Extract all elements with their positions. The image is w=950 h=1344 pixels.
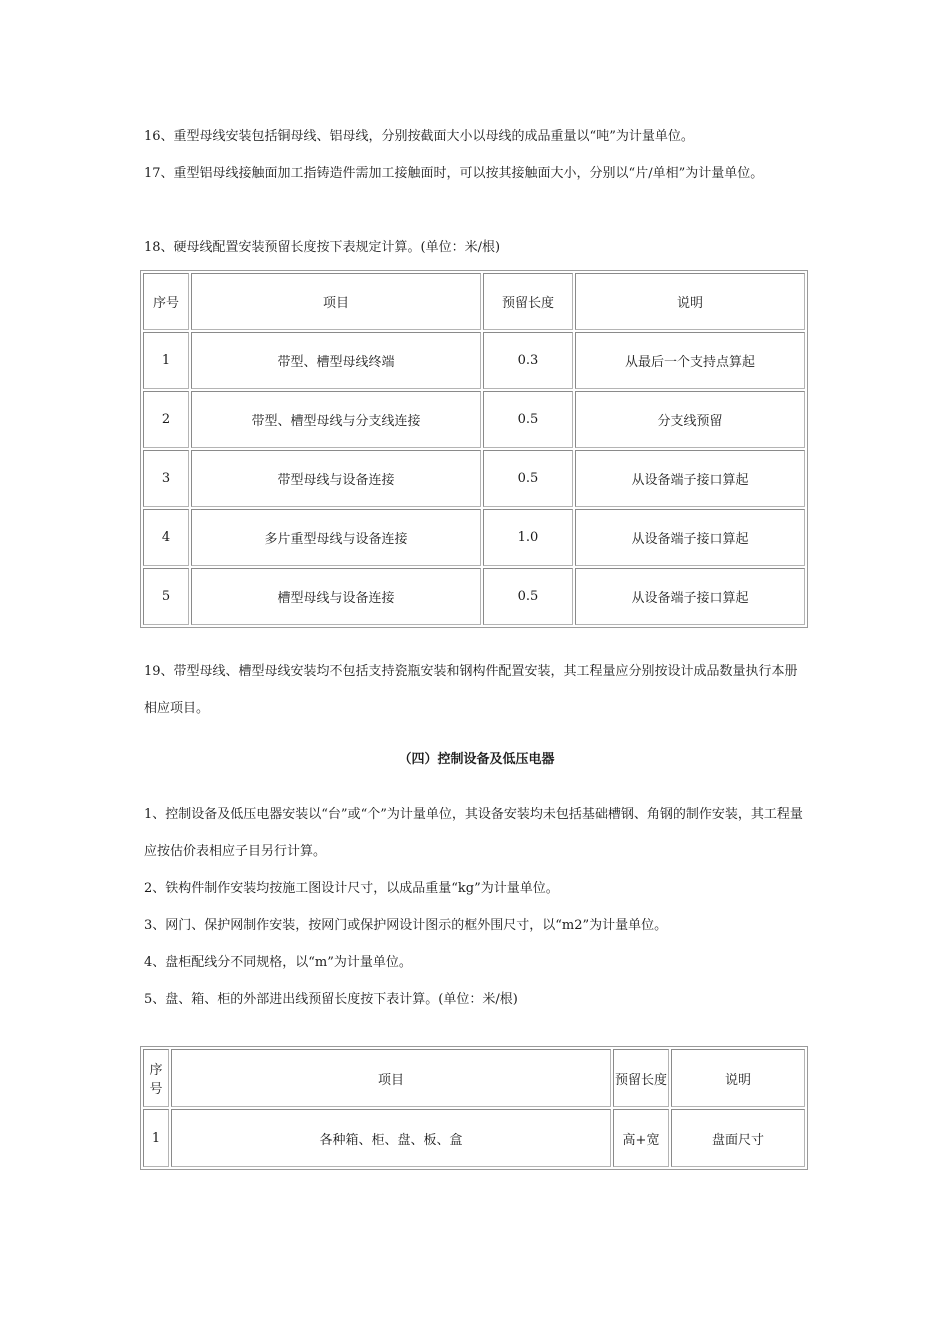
table-cell: 各种箱、柜、盘、板、盒 — [171, 1109, 611, 1167]
paragraph-1: 1、控制设备及低压电器安装以“台”或“个”为计量单位，其设备安装均未包括基础槽钢、角钢的制作安装，其工程量应按估价表相应子目另行计算。 — [144, 807, 803, 859]
table-row — [143, 509, 805, 566]
table-cell: 从最后一个支持点算起 — [575, 332, 805, 389]
table-cell: 0.3 — [483, 332, 573, 389]
table-cell: 从设备端子接口算起 — [575, 509, 805, 566]
paragraph-18: 18、硬母线配置安装预留长度按下表规定计算。(单位：米/根) — [144, 240, 501, 255]
table-cell: 带型、槽型母线终端 — [191, 332, 481, 389]
table-cell: 1 — [143, 1109, 169, 1167]
table-cell: 5 — [143, 568, 189, 625]
paragraph-2: 2、铁构件制作安装均按施工图设计尺寸，以成品重量“kg”为计量单位。 — [144, 881, 559, 896]
table-cell: 盘面尺寸 — [671, 1109, 805, 1167]
table-cell: 槽型母线与设备连接 — [191, 568, 481, 625]
table-cell: 高+宽 — [613, 1109, 669, 1167]
table-cell: 分支线预留 — [575, 391, 805, 448]
header-reserve-length: 预留长度 — [613, 1049, 669, 1107]
paragraph-16: 16、重型母线安装包括铜母线、铝母线，分别按截面大小以母线的成品重量以“吨”为计量单位。 — [144, 129, 694, 144]
header-note: 说明 — [671, 1049, 805, 1107]
header-index: 序号 — [143, 273, 189, 330]
header-note: 说明 — [575, 273, 805, 330]
cabinet-reserve-length-table — [140, 1046, 808, 1170]
table-cell: 0.5 — [483, 568, 573, 625]
table-row — [143, 391, 805, 448]
paragraph-5: 5、盘、箱、柜的外部进出线预留长度按下表计算。(单位：米/根) — [144, 992, 518, 1007]
table-cell: 带型、槽型母线与分支线连接 — [191, 391, 481, 448]
table-cell: 1 — [143, 332, 189, 389]
table-row — [143, 1109, 805, 1167]
header-item: 项目 — [171, 1049, 611, 1107]
paragraph-4: 4、盘柜配线分不同规格，以“m”为计量单位。 — [144, 955, 412, 970]
header-reserve-length: 预留长度 — [483, 273, 573, 330]
table-cell: 2 — [143, 391, 189, 448]
table-header-row — [143, 273, 805, 330]
table-cell: 3 — [143, 450, 189, 507]
header-index: 序号 — [143, 1049, 169, 1107]
table-cell: 0.5 — [483, 450, 573, 507]
table-cell: 4 — [143, 509, 189, 566]
section-heading: （四）控制设备及低压电器 — [398, 752, 555, 767]
table-header-row — [143, 1049, 805, 1107]
table-row — [143, 332, 805, 389]
table-cell: 从设备端子接口算起 — [575, 450, 805, 507]
table-cell: 1.0 — [483, 509, 573, 566]
table-cell: 带型母线与设备连接 — [191, 450, 481, 507]
header-item: 项目 — [191, 273, 481, 330]
table-cell: 从设备端子接口算起 — [575, 568, 805, 625]
table-cell: 0.5 — [483, 391, 573, 448]
table-row — [143, 568, 805, 625]
busbar-reserve-length-table — [140, 270, 808, 628]
paragraph-19: 19、带型母线、槽型母线安装均不包括支持瓷瓶安装和钢构件配置安装，其工程量应分别按设计成品数量执行本册相应项目。 — [144, 664, 798, 716]
paragraph-17: 17、重型铝母线接触面加工指铸造件需加工接触面时，可以按其接触面大小，分别以“片/单相”为计量单位。 — [144, 166, 764, 181]
table-row — [143, 450, 805, 507]
paragraph-3: 3、网门、保护网制作安装，按网门或保护网设计图示的框外围尺寸，以“m2”为计量单位。 — [144, 918, 668, 933]
table-cell: 多片重型母线与设备连接 — [191, 509, 481, 566]
